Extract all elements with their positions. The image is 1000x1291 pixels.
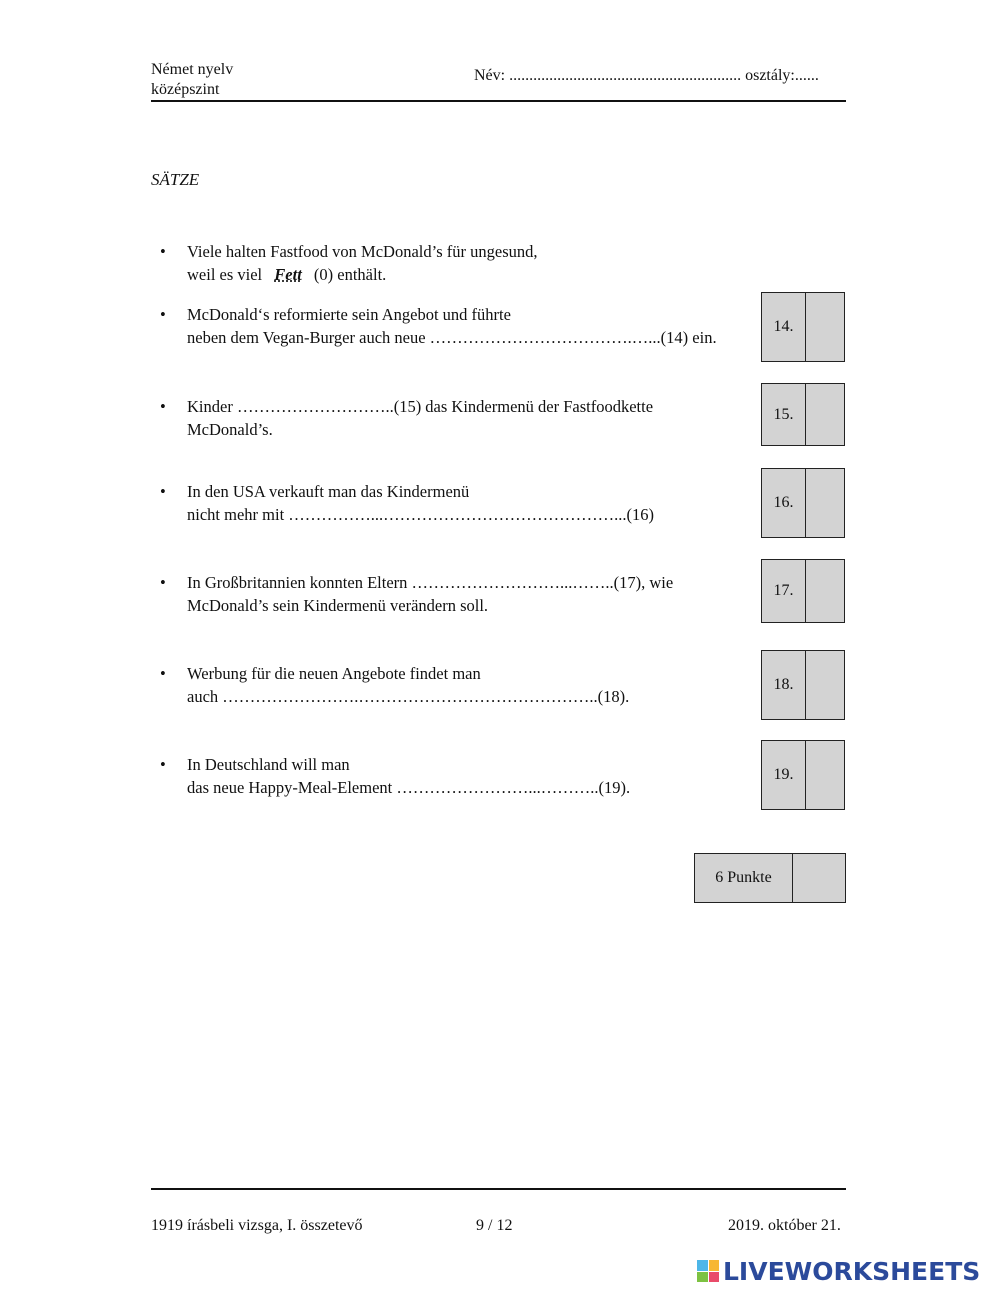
footer-rule	[151, 1188, 846, 1190]
bullet-icon: •	[160, 664, 166, 683]
item-line-1: In den USA verkauft man das Kindermenü	[187, 482, 470, 501]
score-box-14	[761, 292, 845, 362]
liveworksheets-logo	[697, 1256, 980, 1286]
header-rule	[151, 100, 846, 102]
item-line-2-pre: weil es viel	[187, 265, 263, 284]
bullet-icon: •	[160, 397, 166, 416]
bullet-icon: •	[160, 573, 166, 592]
item-line-2: das neue Happy-Meal-Element ……………………...………..(19).	[187, 778, 631, 797]
item-line-2: McDonald’s sein Kindermenü verändern soll.	[187, 596, 489, 615]
item-line-1: Werbung für die neuen Angebote findet man	[187, 664, 481, 683]
score-box-number: 14.	[762, 293, 806, 361]
item-line-2: McDonald’s.	[187, 420, 273, 439]
footer-date: 2019. október 21.	[728, 1217, 841, 1234]
section-title: SÄTZE	[151, 170, 200, 189]
total-score-box	[694, 853, 846, 903]
logo-text: LIVEWORKSHEETS	[723, 1256, 981, 1286]
item-line-2: nicht mehr mit ……………...……………………………………...(16)	[187, 505, 655, 524]
item-line-1: McDonald‘s reformierte sein Angebot und führte	[187, 305, 511, 324]
score-box-17	[761, 559, 845, 623]
name-class-field: Név: .......................................................... osztály:......	[474, 67, 819, 84]
logo-squares-icon	[697, 1260, 719, 1282]
score-box-16	[761, 468, 845, 538]
bullet-icon: •	[160, 305, 166, 324]
subject-label	[151, 60, 233, 100]
bullet-icon: •	[160, 482, 166, 501]
score-box-number: 19.	[762, 741, 806, 809]
item-line-1: In Großbritannien konnten Eltern ………………………...……..(17), wie	[187, 573, 674, 592]
subject-line-1: Német nyelv	[151, 61, 234, 78]
page-number: 9 / 12	[476, 1217, 513, 1234]
score-box-number: 16.	[762, 469, 806, 537]
score-box-18	[761, 650, 845, 720]
score-box-15	[761, 383, 845, 446]
subject-line-2: középszint	[151, 81, 220, 98]
bullet-icon: •	[160, 242, 166, 261]
item-line-1: In Deutschland will man	[187, 755, 350, 774]
footer-exam-info: 1919 írásbeli vizsga, I. összetevő	[151, 1217, 363, 1234]
score-box-number: 15.	[762, 384, 806, 445]
total-score-label: 6 Punkte	[695, 854, 793, 902]
item-line-2-post: (0) enthält.	[313, 265, 387, 284]
item-line-2: auch …………………….……………………………………..(18).	[187, 687, 630, 706]
item-line-1: Viele halten Fastfood von McDonald’s für ungesund,	[187, 242, 538, 261]
bullet-icon: •	[160, 755, 166, 774]
score-box-number: 17.	[762, 560, 806, 622]
item-line-1: Kinder ………………………..(15) das Kindermenü der Fastfoodkette	[187, 397, 654, 416]
score-box-number: 18.	[762, 651, 806, 719]
example-answer: Fett	[274, 265, 302, 284]
item-line-2: neben dem Vegan-Burger auch neue ……………………………….…...(14) ein.	[187, 328, 717, 347]
score-box-19	[761, 740, 845, 810]
